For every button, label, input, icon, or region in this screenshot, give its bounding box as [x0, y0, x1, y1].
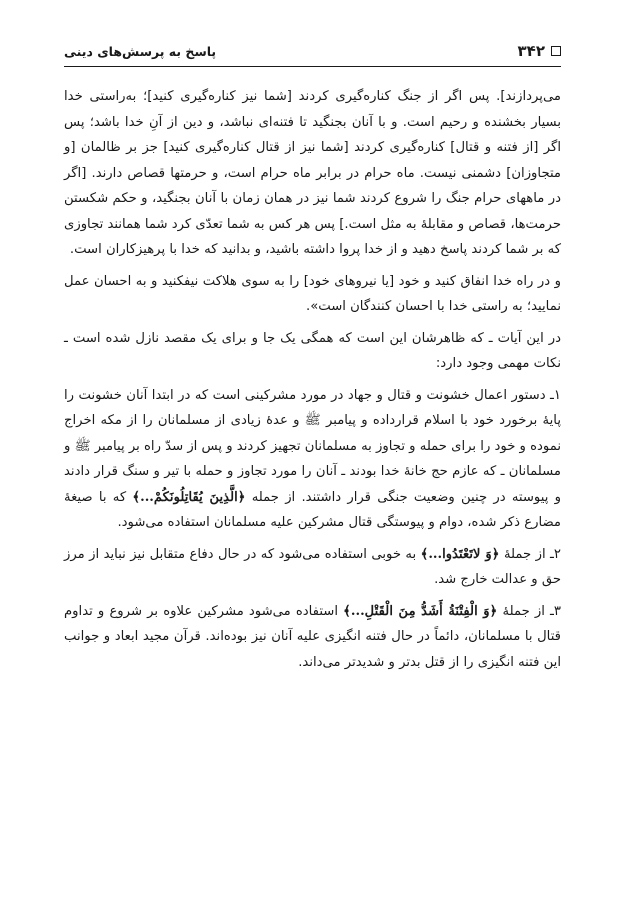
quran-quote-3: ﴿وَ الْفِتْنَةُ أَشَدُّ مِنَ الْقَتْلِ...﴾: [343, 603, 498, 619]
page-header: [64, 40, 561, 62]
paragraph-3: در این آیات ـ که ظاهرشان این است که همگی یک جا و برای یک مقصد نازل شده است ـ نکات مهمی وجود دارد:: [64, 330, 561, 371]
header-divider: [64, 66, 561, 67]
point-2-text-end: به خوبی استفاده می‌شود که در حال دفاع متقابل نیز نباید از مرز حق و عدالت خارج شد.: [64, 546, 561, 587]
point-1: [64, 383, 561, 536]
body-text: [64, 84, 561, 681]
quran-quote-2: ﴿وَ لاتَعْتَدُوا...﴾: [420, 546, 500, 562]
paragraph-1: می‌پردازند]. پس اگر از جنگ کناره‌گیری کردند [شما نیز کناره‌گیری کنید]؛ به‌راستی خدا بسیار بخشنده و رحیم است. و با آنان بجنگید تا فتنه‌ای نباشد، و دین از آنِ خدا باشد؛ پس اگر [از فتنه و قتال] کناره‌گیری کردند [شما نیز از قتال کناره‌گیری کنید] جز بر ظالمان [و متجاوزان] دشمنی نیست. ماه حرام در برابر ماه حرام است، و حرمتها قصاص دارند. [اگر در ماههای حرام جنگ را شروع کردند شما نیز در همان زمان با آنان بجنگید، و حکم شکستن حرمت‌ها، قصاص و مقابلهٔ به مثل است.] پس هر کس به شما تعدّی کرد شما همانند تجاوزی که بر شما کردند پاسخ دهید و از خدا پروا داشته باشید، و بدانید که خدا با پرهیزکاران است.: [64, 89, 561, 257]
paragraph-2: و در راه خدا انفاق کنید و خود [یا نیروهای خود] را به سوی هلاکت نیفکنید و به احسان عمل نمایید؛ به راستی خدا با احسان کنندگان است».: [64, 273, 561, 314]
quran-quote-1: ﴿الَّذِينَ يُقَاتِلُونَكُمْ...﴾: [132, 489, 246, 505]
square-icon: [551, 46, 561, 56]
point-2-text-start: ۲ـ از جملهٔ: [499, 546, 561, 562]
point-1-text-start: ۱ـ دستور اعمال خشونت و قتال و جهاد در مورد مشرکینی است که در ابتدا آنان خشونت را پایهٔ برخورد خود با اسلام قرارداده و پیامبر ﷺ و عدهٔ زیادی از مسلمانان را از مکه اخراج نموده و خود را برای حمله و تجاوز به مسلمانان تجهیز کردند و پس از سدّ راه بر پیامبر ﷺ و مسلمانان ـ که عازم حج خانهٔ خدا بودند ـ آنان را مورد تجاوز و حمله با تیر و سنگ قرار دادند و پیوسته در چنین وضعیت جنگی قرار داشتند. از جمله: [64, 387, 561, 505]
point-2: [64, 542, 561, 593]
point-1-text-end: که با صیغهٔ مضارع ذکر شده، دوام و پیوستگی قتال مشرکین علیه مسلمانان استفاده می‌شود.: [64, 489, 561, 530]
running-title: پاسخ به پرسش‌های دینی: [64, 43, 217, 59]
point-3-text-start: ۳ـ از جملهٔ: [497, 603, 561, 619]
point-3-text-end: استفاده می‌شود مشرکین علاوه بر شروع و تداوم قتال با مسلمانان، دائماً در حال فتنه انگیزی علیه آنان نیز بوده‌اند. قرآن مجید ابعاد و جوانب این فتنه انگیزی را از قتل بدتر و شدیدتر می‌داند.: [64, 603, 561, 670]
page-number-group: [518, 42, 561, 60]
page-number: ۳۴۲: [517, 42, 545, 60]
point-3: [64, 599, 561, 676]
